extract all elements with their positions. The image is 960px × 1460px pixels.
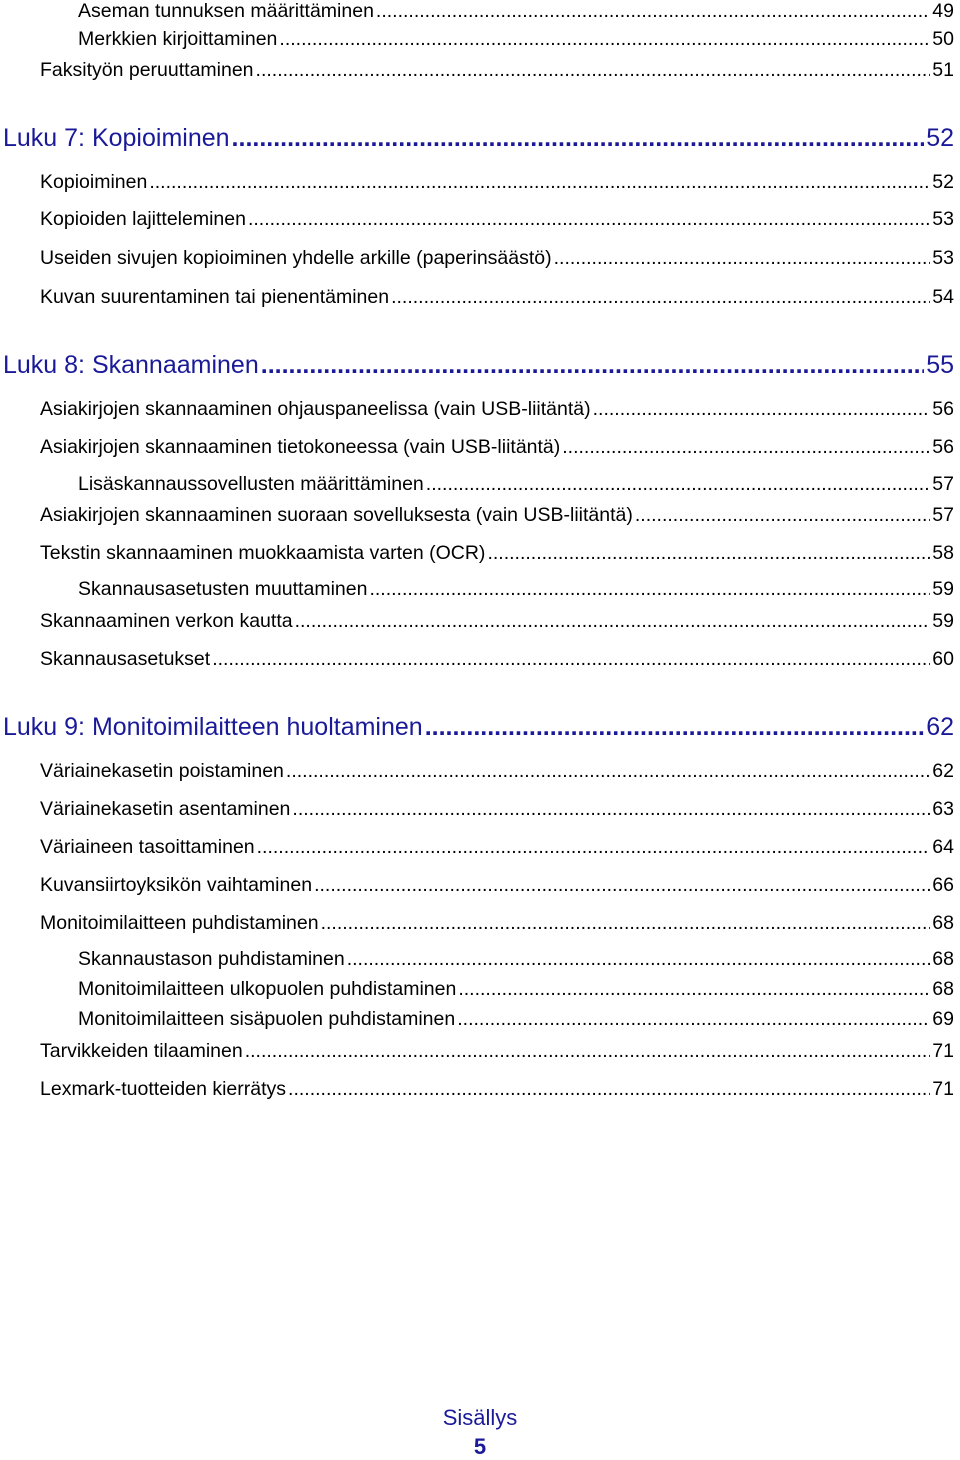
dot-leader	[232, 124, 925, 153]
toc-entry-page: 71	[932, 1078, 954, 1100]
toc-entry-title: Faksityön peruuttaminen	[40, 59, 254, 81]
toc-entry-title: Skannausasetukset	[40, 648, 211, 670]
dot-leader	[369, 578, 930, 601]
dot-leader	[391, 286, 930, 309]
toc-entry-page: 68	[932, 912, 954, 934]
dot-leader	[279, 28, 930, 51]
toc-entry-title: Asiakirjojen skannaaminen tietokoneessa (vain USB-liitäntä)	[40, 436, 561, 458]
dot-leader	[635, 504, 930, 527]
dot-leader	[256, 59, 931, 82]
toc-entry[interactable]	[40, 504, 954, 538]
dot-leader	[245, 1040, 931, 1063]
toc-entry-title: Kopioiden lajitteleminen	[40, 208, 246, 230]
toc-entry-page: 57	[932, 504, 954, 526]
toc-entry-title: Väriaineen tasoittaminen	[40, 836, 255, 858]
toc-entry-page: 62	[932, 760, 954, 782]
toc-entry-page: 63	[932, 798, 954, 820]
dot-leader	[286, 760, 930, 783]
toc-entry-page: 64	[932, 836, 954, 858]
toc-entry-page: 60	[932, 648, 954, 670]
toc-entry-page: 71	[932, 1040, 954, 1062]
toc-entry-title: Monitoimilaitteen sisäpuolen puhdistaminen	[78, 1008, 456, 1030]
toc-entry[interactable]	[78, 948, 954, 982]
dot-leader	[457, 1008, 930, 1031]
toc-entry-title: Useiden sivujen kopioiminen yhdelle arkille (paperinsäästö)	[40, 247, 552, 269]
toc-chapter[interactable]	[3, 713, 954, 747]
toc-entry-title: Kuvansiirtoyksikön vaihtaminen	[40, 874, 313, 896]
toc-entry[interactable]	[40, 171, 954, 205]
toc-entry-page: 52	[932, 171, 954, 193]
toc-entry-title: Merkkien kirjoittaminen	[78, 28, 278, 50]
toc-entry-title: Skannaaminen verkon kautta	[40, 610, 293, 632]
toc-entry[interactable]	[40, 912, 954, 946]
toc-entry-page: 58	[932, 542, 954, 564]
dot-leader	[458, 978, 930, 1001]
toc-entry[interactable]	[78, 578, 954, 612]
toc-entry[interactable]	[40, 436, 954, 470]
toc-entry-page: 50	[932, 28, 954, 50]
dot-leader	[292, 798, 930, 821]
toc-entry-title: Skannausasetusten muuttaminen	[78, 578, 368, 600]
toc-entry-title: Kopioiminen	[40, 171, 148, 193]
dot-leader	[347, 948, 931, 971]
dot-leader	[425, 713, 924, 742]
toc-entry-title: Asiakirjojen skannaaminen ohjauspaneelissa (vain USB-liitäntä)	[40, 398, 591, 420]
toc-entry-title: Väriainekasetin asentaminen	[40, 798, 291, 820]
dot-leader	[321, 912, 931, 935]
dot-leader	[562, 436, 930, 459]
toc-entry-title: Tarvikkeiden tilaaminen	[40, 1040, 243, 1062]
toc-entry[interactable]	[40, 542, 954, 576]
toc-entry[interactable]	[78, 473, 954, 507]
footer-section-title: Sisällys	[442, 1405, 518, 1430]
dot-leader	[149, 171, 930, 194]
dot-leader	[376, 0, 930, 23]
toc-entry-page: 51	[932, 59, 954, 81]
toc-entry-title: Lexmark-tuotteiden kierrätys	[40, 1078, 287, 1100]
toc-entry[interactable]	[40, 610, 954, 644]
toc-entry-page: 57	[932, 473, 954, 495]
toc-entry[interactable]	[40, 59, 954, 93]
dot-leader	[288, 1078, 930, 1101]
toc-entry-page: 56	[932, 436, 954, 458]
toc-chapter-page: 52	[926, 124, 954, 152]
dot-leader	[212, 648, 930, 671]
toc-entry-title: Lisäskannaussovellusten määrittäminen	[78, 473, 424, 495]
toc-chapter[interactable]	[3, 124, 954, 158]
toc-entry[interactable]	[40, 648, 954, 682]
toc-entry-page: 56	[932, 398, 954, 420]
dot-leader	[248, 208, 930, 231]
toc-entry-page: 69	[932, 1008, 954, 1030]
toc-entry-page: 59	[932, 610, 954, 632]
toc-chapter-title: Luku 7: Kopioiminen	[3, 124, 230, 152]
toc-chapter-page: 55	[926, 351, 954, 379]
dot-leader	[314, 874, 930, 897]
toc-entry-title: Kuvan suurentaminen tai pienentäminen	[40, 286, 390, 308]
toc-entry-page: 54	[932, 286, 954, 308]
toc-entry[interactable]	[40, 874, 954, 908]
toc-chapter-title: Luku 8: Skannaaminen	[3, 351, 259, 379]
toc-entry-title: Skannaustason puhdistaminen	[78, 948, 345, 970]
toc-entry[interactable]	[40, 1040, 954, 1074]
toc-entry[interactable]	[40, 798, 954, 832]
toc-entry-title: Aseman tunnuksen määrittäminen	[78, 0, 374, 22]
dot-leader	[257, 836, 931, 859]
toc-entry-page: 49	[932, 0, 954, 22]
toc-entry[interactable]	[40, 836, 954, 870]
toc-entry-page: 68	[932, 978, 954, 1000]
toc-entry-title: Tekstin skannaaminen muokkaamista varten (OCR)	[40, 542, 486, 564]
toc-entry-title: Väriainekasetin poistaminen	[40, 760, 284, 782]
dot-leader	[487, 542, 930, 565]
toc-entry[interactable]	[40, 1078, 954, 1112]
toc-chapter-page: 62	[926, 713, 954, 741]
toc-entry[interactable]	[40, 760, 954, 794]
toc-entry[interactable]	[78, 978, 954, 1012]
toc-entry-page: 53	[932, 247, 954, 269]
dot-leader	[426, 473, 931, 496]
toc-entry-title: Asiakirjojen skannaaminen suoraan sovelluksesta (vain USB-liitäntä)	[40, 504, 633, 526]
toc-entry-page: 68	[932, 948, 954, 970]
toc-entry[interactable]	[40, 398, 954, 432]
toc-entry-title: Monitoimilaitteen puhdistaminen	[40, 912, 319, 934]
toc-chapter-title: Luku 9: Monitoimilaitteen huoltaminen	[3, 713, 423, 741]
dot-leader	[554, 247, 931, 270]
footer-page-number: 5	[473, 1434, 487, 1459]
toc-entry[interactable]	[40, 286, 954, 320]
toc-chapter[interactable]	[3, 351, 954, 385]
toc-entry[interactable]	[78, 1008, 954, 1042]
dot-leader	[593, 398, 931, 421]
toc-entry-page: 53	[932, 208, 954, 230]
dot-leader	[261, 351, 924, 380]
toc-entry[interactable]	[78, 28, 954, 62]
toc-entry-title: Monitoimilaitteen ulkopuolen puhdistaminen	[78, 978, 457, 1000]
toc-entry-page: 59	[932, 578, 954, 600]
dot-leader	[295, 610, 931, 633]
toc-entry-page: 66	[932, 874, 954, 896]
toc-entry[interactable]	[40, 247, 954, 281]
toc-entry[interactable]	[40, 208, 954, 242]
